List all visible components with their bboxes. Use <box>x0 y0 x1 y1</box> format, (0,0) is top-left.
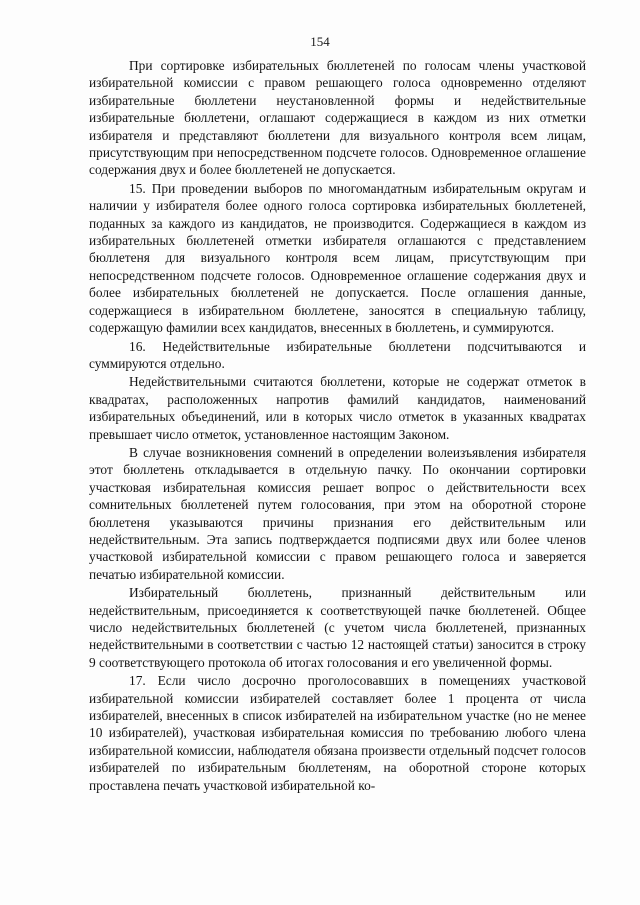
paragraph: При сортировке избирательных бюллетеней по голосам члены участковой избирательной комиссии с правом решающего голоса одновременно отделяют избирательные бюллетени неустановленной формы и недействительные избирательные бюллетени, оглашают содержащиеся в каждом из них отметки избирателя и представляют бюллетени для визуального контроля всем лицам, присутствующим при непосредственном подсчете голосов. Одновременное оглашение содержания двух и более бюллетеней не допускается. <box>89 58 586 178</box>
paragraph: 15. При проведении выборов по многомандатным избирательным округам и наличии у избирателя более одного голоса сортировка избирательных бюллетеней, поданных за каждого из кандидатов, не производится. Содержащиеся в каждом из избирательных бюллетеней отметки избирателя оглашаются с представлением бюллетеня для визуального контроля всем лицам, присутствующим при непосредственном подсчете голосов. Одновременное оглашение содержания двух и более избирательных бюллетеней не допускается. После оглашения данные, содержащиеся в избирательном бюллетене, заносятся в специальную таблицу, содержащую фамилии всех кандидатов, внесенных в бюллетень, и суммируются. <box>89 180 586 336</box>
paragraph: 17. Если число досрочно проголосовавших в помещениях участковой избирательной комиссии избирателей составляет более 1 процента от числа избирателей, внесенных в список избирателей на избирательном участке (но не менее 10 избирателей), участковая избирательная комиссия по требованию любого члена избирательной комиссии, наблюдателя обязана произвести отдельный подсчет голосов избирателей по избирательным бюллетеням, на оборотной стороне которых проставлена печать участковой избирательной ко- <box>89 673 586 793</box>
paragraph: Недействительными считаются бюллетени, которые не содержат отметок в квадратах, расположенных напротив фамилий кандидатов, наименований избирательных объединений, или в которых число отметок в указанных квадратах превышает число отметок, установленное настоящим Законом. <box>89 374 586 442</box>
paragraph: 16. Недействительные избирательные бюллетени подсчитываются и суммируются отдельно. <box>89 338 586 371</box>
paragraph: Избирательный бюллетень, признанный действительным или недействительным, присоединяется к соответствующей пачке бюллетеней. Общее число недействительных бюллетеней (с учетом числа бюллетеней, признанных недействительными в соответствии с частью 12 настоящей статьи) заносится в строку 9 соответствующего протокола об итогах голосования и его увеличенной формы. <box>89 585 586 670</box>
body-text <box>89 57 586 795</box>
paragraph: В случае возникновения сомнений в определении волеизъявления избирателя этот бюллетень откладывается в отдельную пачку. По окончании сортировки участковая избирательная комиссия решает вопрос о действительности всех сомнительных бюллетеней путем голосования, при этом на оборотной стороне бюллетеня указываются причины признания его действительным или недействительным. Эта запись подтверждается подписями двух или более членов участковой избирательной комиссии с правом решающего голоса и заверяется печатью избирательной комиссии. <box>89 444 586 582</box>
page-number: 154 <box>310 34 330 49</box>
